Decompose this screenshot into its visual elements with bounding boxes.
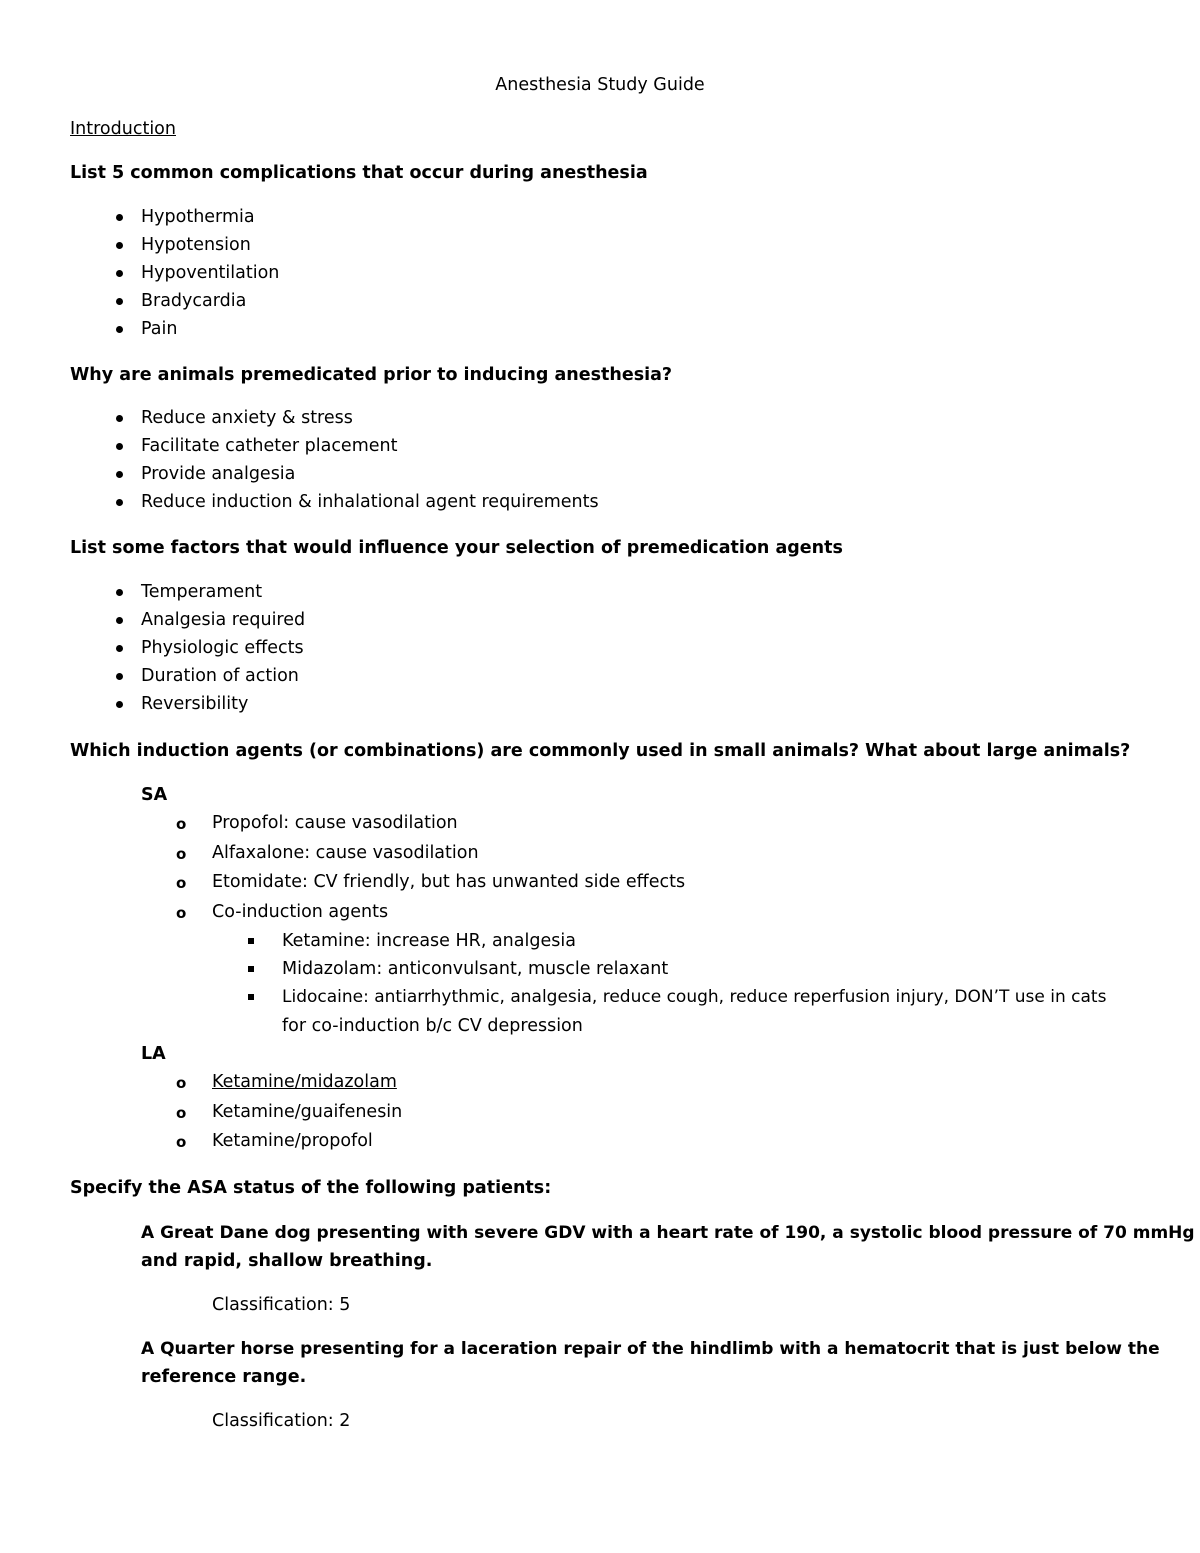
classification-quarter-horse: Classification: 2 [212,1411,351,1431]
list-item: Reduce anxiety & stress [141,408,353,428]
list-item: Lidocaine: antiarrhythmic, analgesia, reduce cough, reduce reperfusion injury, DON’T use in cats [282,987,1107,1007]
case-quarter-horse-cont: reference range. [141,1367,307,1387]
list-item: Propofol: cause vasodilation [212,813,458,833]
square-bullet-icon [248,938,254,944]
list-item: Duration of action [141,666,299,686]
bullet-icon [116,443,123,450]
circle-bullet-icon: o [176,1074,187,1092]
list-item: Co-induction agents [212,902,389,922]
bullet-icon [116,589,123,596]
list-item: Etomidate: CV friendly, but has unwanted side effects [212,872,686,892]
question-premed-factors: List some factors that would influence your selection of premedication agents [70,538,843,558]
list-item: Provide analgesia [141,464,296,484]
list-item: Hypotension [141,235,251,255]
question-induction-agents: Which induction agents (or combinations) are commonly used in small animals? What about large animals? [70,741,1131,761]
bullet-icon [116,617,123,624]
la-label: LA [141,1044,166,1064]
list-item: Ketamine/midazolam [212,1072,397,1092]
list-item: Ketamine/guaifenesin [212,1102,403,1122]
list-item: Ketamine: increase HR, analgesia [282,931,576,951]
case-great-dane: A Great Dane dog presenting with severe GDV with a heart rate of 190, a systolic blood pressure of 70 mmHg [141,1223,1195,1243]
circle-bullet-icon: o [176,904,187,922]
bullet-icon [116,326,123,333]
list-item-continuation: for co-induction b/c CV depression [282,1016,583,1036]
list-item: Ketamine/propofol [212,1131,373,1151]
bullet-icon [116,298,123,305]
bullet-icon [116,701,123,708]
list-item: Temperament [141,582,263,602]
circle-bullet-icon: o [176,874,187,892]
circle-bullet-icon: o [176,815,187,833]
list-item: Alfaxalone: cause vasodilation [212,843,479,863]
bullet-icon [116,415,123,422]
case-great-dane-cont: and rapid, shallow breathing. [141,1251,433,1271]
list-item: Reversibility [141,694,249,714]
bullet-icon [116,499,123,506]
bullet-icon [116,673,123,680]
classification-great-dane: Classification: 5 [212,1295,351,1315]
case-quarter-horse: A Quarter horse presenting for a laceration repair of the hindlimb with a hematocrit that is just below the [141,1339,1160,1359]
bullet-icon [116,242,123,249]
question-premedication: Why are animals premedicated prior to inducing anesthesia? [70,365,673,385]
sa-label: SA [141,785,168,805]
square-bullet-icon [248,994,254,1000]
list-item: Hypoventilation [141,263,280,283]
page-title: Anesthesia Study Guide [495,75,705,95]
bullet-icon [116,645,123,652]
circle-bullet-icon: o [176,845,187,863]
list-item: Analgesia required [141,610,306,630]
bullet-icon [116,471,123,478]
circle-bullet-icon: o [176,1133,187,1151]
question-asa-status: Specify the ASA status of the following patients: [70,1178,552,1198]
list-item: Pain [141,319,178,339]
square-bullet-icon [248,966,254,972]
list-item: Midazolam: anticonvulsant, muscle relaxant [282,959,669,979]
list-item: Reduce induction & inhalational agent requirements [141,492,599,512]
section-heading-introduction: Introduction [70,119,176,139]
circle-bullet-icon: o [176,1104,187,1122]
bullet-icon [116,270,123,277]
list-item: Facilitate catheter placement [141,436,398,456]
list-item: Bradycardia [141,291,247,311]
list-item: Physiologic effects [141,638,304,658]
list-item: Hypothermia [141,207,255,227]
bullet-icon [116,214,123,221]
question-complications: List 5 common complications that occur during anesthesia [70,163,648,183]
